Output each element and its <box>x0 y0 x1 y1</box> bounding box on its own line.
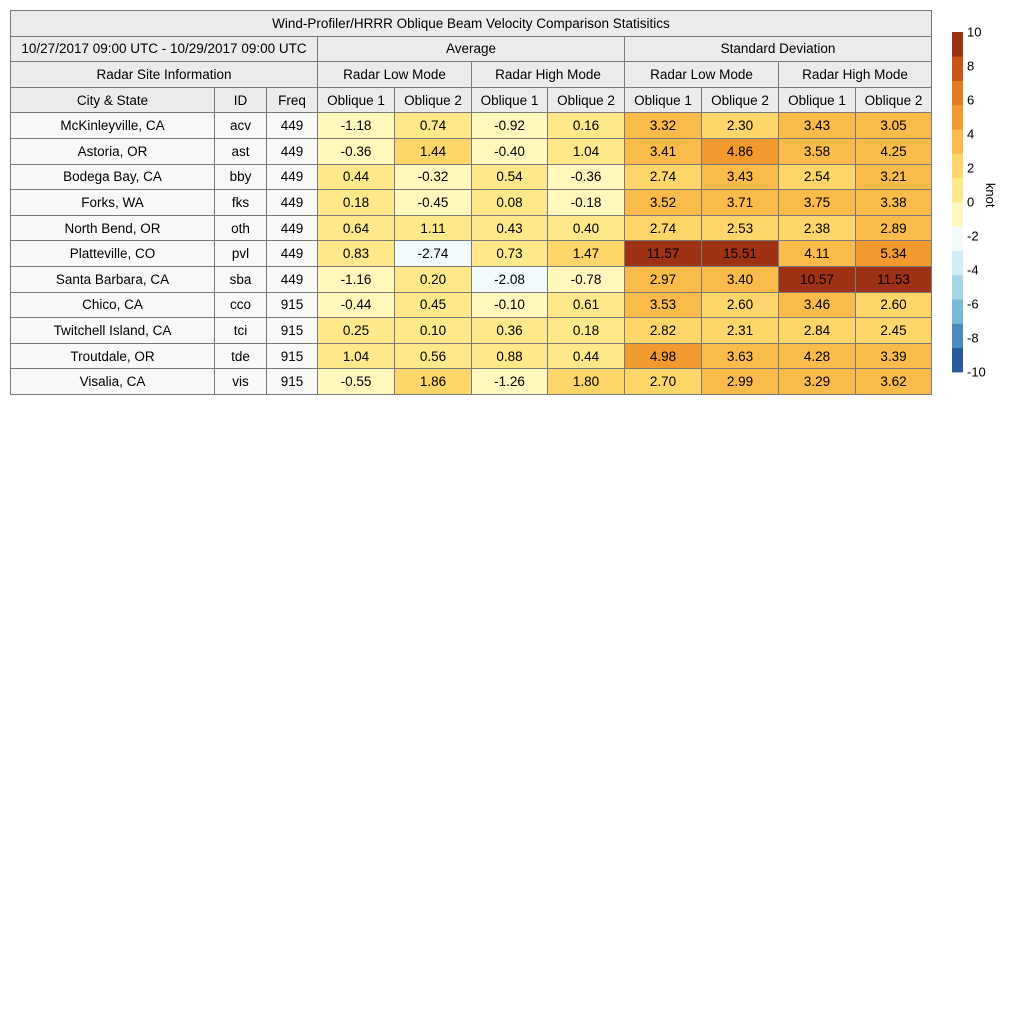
city-state-cell: Forks, WA <box>11 190 215 216</box>
avg-high-oblique2-cell: 1.47 <box>548 241 625 267</box>
avg-low-oblique2-cell: 1.11 <box>395 215 472 241</box>
std-low-oblique1-cell: 2.82 <box>625 318 702 344</box>
avg-high-oblique2-cell: -0.18 <box>548 190 625 216</box>
std-high-oblique1-cell: 3.75 <box>779 190 856 216</box>
avg-low-oblique1-cell: 0.25 <box>318 318 395 344</box>
avg-low-oblique1-cell: 0.18 <box>318 190 395 216</box>
avg-high-oblique2-cell: 0.61 <box>548 292 625 318</box>
avg-high-oblique1-header: Oblique 1 <box>472 87 548 113</box>
avg-high-oblique2-cell: 0.40 <box>548 215 625 241</box>
std-low-oblique2-cell: 3.63 <box>702 343 779 369</box>
avg-low-oblique2-cell: 1.44 <box>395 138 472 164</box>
std-low-oblique2-cell: 15.51 <box>702 241 779 267</box>
city-state-cell: Chico, CA <box>11 292 215 318</box>
site-id-cell: bby <box>215 164 267 190</box>
std-high-oblique1-cell: 4.11 <box>779 241 856 267</box>
colorbar-tick-label: -2 <box>967 228 979 244</box>
colorbar-segment <box>952 153 963 178</box>
std-high-oblique1-header: Oblique 1 <box>779 87 856 113</box>
avg-high-oblique2-cell: -0.78 <box>548 266 625 292</box>
std-high-oblique1-cell: 3.43 <box>779 113 856 139</box>
avg-low-oblique1-cell: 0.44 <box>318 164 395 190</box>
city-state-cell: Astoria, OR <box>11 138 215 164</box>
std-high-oblique2-cell: 2.45 <box>856 318 932 344</box>
avg-low-oblique1-cell: -1.16 <box>318 266 395 292</box>
city-state-cell: McKinleyville, CA <box>11 113 215 139</box>
avg-high-mode-header: Radar High Mode <box>472 62 625 88</box>
avg-high-oblique1-cell: 0.08 <box>472 190 548 216</box>
avg-low-oblique1-header: Oblique 1 <box>318 87 395 113</box>
colorbar-segment <box>952 81 963 106</box>
avg-high-oblique1-cell: 0.43 <box>472 215 548 241</box>
std-high-oblique1-cell: 3.46 <box>779 292 856 318</box>
avg-low-oblique2-cell: 0.45 <box>395 292 472 318</box>
avg-low-oblique2-cell: 0.20 <box>395 266 472 292</box>
city-state-cell: Santa Barbara, CA <box>11 266 215 292</box>
city-state-cell: Visalia, CA <box>11 369 215 395</box>
site-id-cell: oth <box>215 215 267 241</box>
colorbar-segment <box>952 56 963 81</box>
std-high-oblique1-cell: 3.29 <box>779 369 856 395</box>
freq-cell: 449 <box>267 164 318 190</box>
colorbar-segment <box>952 348 963 373</box>
avg-high-oblique2-cell: 0.16 <box>548 113 625 139</box>
city-state-cell: Platteville, CO <box>11 241 215 267</box>
colorbar-tick-label: 8 <box>967 58 975 74</box>
table-title: Wind-Profiler/HRRR Oblique Beam Velocity Comparison Statisitics <box>11 11 932 37</box>
avg-high-oblique2-cell: 1.04 <box>548 138 625 164</box>
std-low-oblique1-cell: 11.57 <box>625 241 702 267</box>
std-high-oblique2-header: Oblique 2 <box>856 87 932 113</box>
colorbar-segment <box>952 275 963 300</box>
std-high-oblique2-cell: 3.05 <box>856 113 932 139</box>
avg-low-oblique2-cell: 0.56 <box>395 343 472 369</box>
avg-low-oblique2-cell: 0.10 <box>395 318 472 344</box>
std-low-oblique2-cell: 2.30 <box>702 113 779 139</box>
avg-low-oblique1-cell: 0.64 <box>318 215 395 241</box>
site-id-cell: pvl <box>215 241 267 267</box>
avg-low-oblique1-cell: -0.36 <box>318 138 395 164</box>
freq-cell: 915 <box>267 318 318 344</box>
avg-high-oblique2-cell: -0.36 <box>548 164 625 190</box>
std-low-oblique1-cell: 2.74 <box>625 215 702 241</box>
id-header: ID <box>215 87 267 113</box>
std-deviation-header: Standard Deviation <box>625 36 932 62</box>
std-low-oblique1-cell: 2.74 <box>625 164 702 190</box>
std-low-oblique2-cell: 4.86 <box>702 138 779 164</box>
std-high-oblique2-cell: 11.53 <box>856 266 932 292</box>
avg-low-oblique1-cell: -1.18 <box>318 113 395 139</box>
avg-high-oblique1-cell: -0.40 <box>472 138 548 164</box>
table-row <box>11 292 932 318</box>
table-row <box>11 190 932 216</box>
freq-cell: 449 <box>267 138 318 164</box>
avg-high-oblique1-cell: -1.26 <box>472 369 548 395</box>
table-row <box>11 138 932 164</box>
colorbar-tick-label: -6 <box>967 296 979 312</box>
std-low-oblique2-cell: 3.71 <box>702 190 779 216</box>
std-low-oblique2-header: Oblique 2 <box>702 87 779 113</box>
avg-low-oblique1-cell: -0.44 <box>318 292 395 318</box>
table-row <box>11 343 932 369</box>
std-low-oblique1-cell: 4.98 <box>625 343 702 369</box>
std-high-oblique2-cell: 2.60 <box>856 292 932 318</box>
avg-high-oblique1-cell: -2.08 <box>472 266 548 292</box>
colorbar-segment <box>952 251 963 276</box>
average-header: Average <box>318 36 625 62</box>
city-state-cell: North Bend, OR <box>11 215 215 241</box>
table-row <box>11 241 932 267</box>
freq-cell: 449 <box>267 113 318 139</box>
site-id-cell: tci <box>215 318 267 344</box>
colorbar-segment <box>952 178 963 203</box>
site-id-cell: ast <box>215 138 267 164</box>
avg-high-oblique2-cell: 0.18 <box>548 318 625 344</box>
colorbar-tick-label: 6 <box>967 92 975 108</box>
avg-low-oblique1-cell: -0.55 <box>318 369 395 395</box>
colorbar-tick-label: -8 <box>967 330 979 346</box>
avg-low-oblique2-cell: 1.86 <box>395 369 472 395</box>
colorbar-segment <box>952 299 963 324</box>
std-low-oblique1-cell: 3.41 <box>625 138 702 164</box>
std-low-oblique1-cell: 3.32 <box>625 113 702 139</box>
std-low-oblique1-cell: 2.70 <box>625 369 702 395</box>
std-low-oblique2-cell: 2.53 <box>702 215 779 241</box>
city-state-cell: Twitchell Island, CA <box>11 318 215 344</box>
colorbar-segment <box>952 105 963 130</box>
site-id-cell: fks <box>215 190 267 216</box>
avg-high-oblique1-cell: -0.10 <box>472 292 548 318</box>
site-id-cell: cco <box>215 292 267 318</box>
table-row <box>11 215 932 241</box>
std-low-oblique2-cell: 3.40 <box>702 266 779 292</box>
std-low-oblique2-cell: 2.31 <box>702 318 779 344</box>
std-high-oblique1-cell: 4.28 <box>779 343 856 369</box>
avg-high-oblique1-cell: 0.54 <box>472 164 548 190</box>
colorbar-segment <box>952 226 963 251</box>
freq-cell: 915 <box>267 369 318 395</box>
std-high-mode-header: Radar High Mode <box>779 62 932 88</box>
std-high-oblique2-cell: 3.39 <box>856 343 932 369</box>
avg-low-oblique2-cell: 0.74 <box>395 113 472 139</box>
table-row <box>11 266 932 292</box>
std-low-oblique1-header: Oblique 1 <box>625 87 702 113</box>
avg-low-oblique2-header: Oblique 2 <box>395 87 472 113</box>
colorbar-segment <box>952 202 963 227</box>
std-high-oblique1-cell: 3.58 <box>779 138 856 164</box>
std-high-oblique1-cell: 10.57 <box>779 266 856 292</box>
freq-cell: 449 <box>267 215 318 241</box>
table-row <box>11 164 932 190</box>
site-id-cell: acv <box>215 113 267 139</box>
std-low-oblique2-cell: 3.43 <box>702 164 779 190</box>
avg-low-oblique1-cell: 1.04 <box>318 343 395 369</box>
avg-high-oblique1-cell: 0.73 <box>472 241 548 267</box>
site-id-cell: sba <box>215 266 267 292</box>
avg-low-oblique2-cell: -2.74 <box>395 241 472 267</box>
avg-low-oblique2-cell: -0.32 <box>395 164 472 190</box>
std-high-oblique1-cell: 2.84 <box>779 318 856 344</box>
table-row <box>11 369 932 395</box>
std-high-oblique2-cell: 2.89 <box>856 215 932 241</box>
table-row <box>11 113 932 139</box>
site-id-cell: vis <box>215 369 267 395</box>
std-high-oblique1-cell: 2.54 <box>779 164 856 190</box>
avg-high-oblique1-cell: 0.88 <box>472 343 548 369</box>
colorbar-segment <box>952 32 963 57</box>
std-low-mode-header: Radar Low Mode <box>625 62 779 88</box>
city-state-cell: Troutdale, OR <box>11 343 215 369</box>
avg-high-oblique2-cell: 0.44 <box>548 343 625 369</box>
freq-cell: 915 <box>267 292 318 318</box>
std-low-oblique1-cell: 2.97 <box>625 266 702 292</box>
std-low-oblique2-cell: 2.60 <box>702 292 779 318</box>
std-high-oblique2-cell: 5.34 <box>856 241 932 267</box>
std-high-oblique2-cell: 3.21 <box>856 164 932 190</box>
freq-cell: 915 <box>267 343 318 369</box>
avg-low-oblique2-cell: -0.45 <box>395 190 472 216</box>
freq-cell: 449 <box>267 266 318 292</box>
avg-high-oblique2-cell: 1.80 <box>548 369 625 395</box>
std-low-oblique1-cell: 3.52 <box>625 190 702 216</box>
colorbar-segment <box>952 323 963 348</box>
freq-header: Freq <box>267 87 318 113</box>
colorbar-tick-label: 2 <box>967 160 975 176</box>
colorbar-label: knot <box>983 182 998 208</box>
freq-cell: 449 <box>267 190 318 216</box>
city-state-cell: Bodega Bay, CA <box>11 164 215 190</box>
avg-high-oblique1-cell: -0.92 <box>472 113 548 139</box>
city-state-header: City & State <box>11 87 215 113</box>
colorbar-tick-label: -4 <box>967 262 979 278</box>
colorbar-tick-label: -10 <box>967 364 986 380</box>
std-low-oblique1-cell: 3.53 <box>625 292 702 318</box>
site-info-header: Radar Site Information <box>11 62 318 88</box>
colorbar-tick-label: 4 <box>967 126 975 142</box>
colorbar-tick-label: 10 <box>967 24 982 40</box>
std-high-oblique1-cell: 2.38 <box>779 215 856 241</box>
freq-cell: 449 <box>267 241 318 267</box>
site-id-cell: tde <box>215 343 267 369</box>
avg-high-oblique2-header: Oblique 2 <box>548 87 625 113</box>
std-high-oblique2-cell: 4.25 <box>856 138 932 164</box>
date-range: 10/27/2017 09:00 UTC - 10/29/2017 09:00 UTC <box>11 36 318 62</box>
avg-low-oblique1-cell: 0.83 <box>318 241 395 267</box>
colorbar-tick-label: 0 <box>967 194 975 210</box>
avg-high-oblique1-cell: 0.36 <box>472 318 548 344</box>
avg-low-mode-header: Radar Low Mode <box>318 62 472 88</box>
colorbar <box>940 20 1020 390</box>
colorbar-segment <box>952 129 963 154</box>
statistics-table <box>10 10 932 395</box>
table-row <box>11 318 932 344</box>
std-high-oblique2-cell: 3.62 <box>856 369 932 395</box>
std-high-oblique2-cell: 3.38 <box>856 190 932 216</box>
std-low-oblique2-cell: 2.99 <box>702 369 779 395</box>
